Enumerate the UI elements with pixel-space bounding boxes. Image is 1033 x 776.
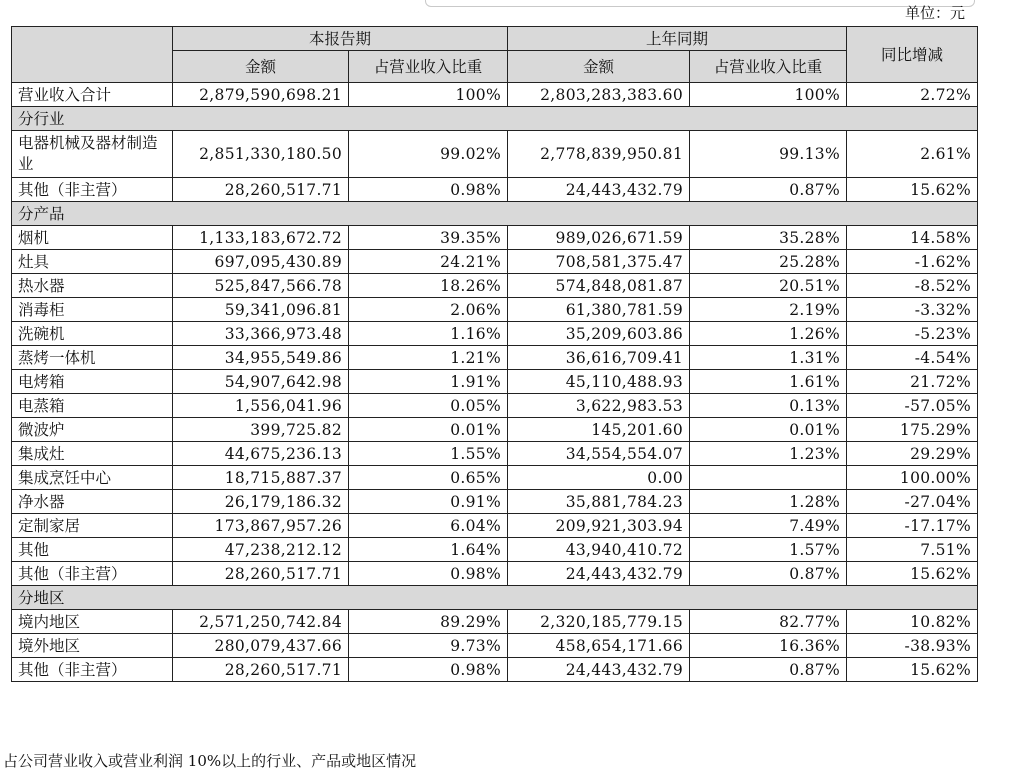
table-row bbox=[12, 466, 978, 490]
prior-amount: 35,209,603.86 bbox=[508, 322, 690, 346]
header-current-share: 占营业收入比重 bbox=[349, 51, 508, 83]
current-amount: 1,133,183,672.72 bbox=[173, 226, 349, 250]
prior-share: 0.87% bbox=[690, 178, 847, 202]
yoy-change: -57.05% bbox=[847, 394, 978, 418]
yoy-change: -3.32% bbox=[847, 298, 978, 322]
current-amount: 280,079,437.66 bbox=[173, 634, 349, 658]
table-row bbox=[12, 346, 978, 370]
prior-amount: 36,616,709.41 bbox=[508, 346, 690, 370]
prior-share: 1.57% bbox=[690, 538, 847, 562]
prior-amount: 145,201.60 bbox=[508, 418, 690, 442]
unit-label: 单位：元 bbox=[904, 4, 965, 22]
section-row bbox=[12, 586, 978, 610]
prior-share: 0.13% bbox=[690, 394, 847, 418]
prior-share: 1.26% bbox=[690, 322, 847, 346]
prior-amount: 2,778,839,950.81 bbox=[508, 131, 690, 178]
row-label: 其他（非主营） bbox=[12, 658, 173, 682]
current-amount: 2,571,250,742.84 bbox=[173, 610, 349, 634]
current-amount: 1,556,041.96 bbox=[173, 394, 349, 418]
table-row bbox=[12, 131, 978, 178]
prior-amount: 2,803,283,383.60 bbox=[508, 83, 690, 107]
prior-amount: 24,443,432.79 bbox=[508, 562, 690, 586]
current-amount: 44,675,236.13 bbox=[173, 442, 349, 466]
table-row bbox=[12, 250, 978, 274]
section-title: 分行业 bbox=[12, 107, 978, 131]
prior-amount: 574,848,081.87 bbox=[508, 274, 690, 298]
current-amount: 26,179,186.32 bbox=[173, 490, 349, 514]
yoy-change: -4.54% bbox=[847, 346, 978, 370]
prior-amount: 34,554,554.07 bbox=[508, 442, 690, 466]
row-label: 烟机 bbox=[12, 226, 173, 250]
total-row bbox=[12, 83, 978, 107]
current-share: 1.91% bbox=[349, 370, 508, 394]
row-label: 其他（非主营） bbox=[12, 178, 173, 202]
yoy-change: -1.62% bbox=[847, 250, 978, 274]
yoy-change: 2.72% bbox=[847, 83, 978, 107]
section-row bbox=[12, 107, 978, 131]
current-amount: 525,847,566.78 bbox=[173, 274, 349, 298]
header-yoy-change: 同比增减 bbox=[847, 27, 978, 83]
table-row bbox=[12, 274, 978, 298]
prior-amount: 43,940,410.72 bbox=[508, 538, 690, 562]
current-share: 24.21% bbox=[349, 250, 508, 274]
prior-share bbox=[690, 466, 847, 490]
prior-share: 0.01% bbox=[690, 418, 847, 442]
prior-share: 1.31% bbox=[690, 346, 847, 370]
yoy-change: 100.00% bbox=[847, 466, 978, 490]
current-share: 0.01% bbox=[349, 418, 508, 442]
row-label: 电器机械及器材制造业 bbox=[12, 131, 173, 178]
prior-share: 100% bbox=[690, 83, 847, 107]
prior-share: 0.87% bbox=[690, 562, 847, 586]
yoy-change: 15.62% bbox=[847, 178, 978, 202]
row-label: 集成灶 bbox=[12, 442, 173, 466]
row-label: 境内地区 bbox=[12, 610, 173, 634]
header-current-period: 本报告期 bbox=[173, 27, 508, 51]
header-prior-share: 占营业收入比重 bbox=[690, 51, 847, 83]
table-row bbox=[12, 178, 978, 202]
current-share: 0.98% bbox=[349, 562, 508, 586]
current-share: 0.65% bbox=[349, 466, 508, 490]
yoy-change: -5.23% bbox=[847, 322, 978, 346]
row-label: 电蒸箱 bbox=[12, 394, 173, 418]
current-amount: 18,715,887.37 bbox=[173, 466, 349, 490]
current-share: 89.29% bbox=[349, 610, 508, 634]
current-amount: 33,366,973.48 bbox=[173, 322, 349, 346]
current-share: 2.06% bbox=[349, 298, 508, 322]
table-row bbox=[12, 370, 978, 394]
prior-share: 16.36% bbox=[690, 634, 847, 658]
section-title: 分产品 bbox=[12, 202, 978, 226]
prior-share: 0.87% bbox=[690, 658, 847, 682]
current-amount: 2,851,330,180.50 bbox=[173, 131, 349, 178]
row-label: 其他 bbox=[12, 538, 173, 562]
prior-amount: 708,581,375.47 bbox=[508, 250, 690, 274]
table-row bbox=[12, 634, 978, 658]
header-blank-cell bbox=[12, 27, 173, 83]
header-current-amount: 金额 bbox=[173, 51, 349, 83]
prior-amount: 3,622,983.53 bbox=[508, 394, 690, 418]
yoy-change: 15.62% bbox=[847, 562, 978, 586]
revenue-table bbox=[11, 26, 978, 682]
yoy-change: 175.29% bbox=[847, 418, 978, 442]
table-row bbox=[12, 442, 978, 466]
current-amount: 28,260,517.71 bbox=[173, 562, 349, 586]
yoy-change: 15.62% bbox=[847, 658, 978, 682]
prior-amount: 0.00 bbox=[508, 466, 690, 490]
prior-share: 25.28% bbox=[690, 250, 847, 274]
header-prior-period: 上年同期 bbox=[508, 27, 847, 51]
yoy-change: 21.72% bbox=[847, 370, 978, 394]
prior-amount: 45,110,488.93 bbox=[508, 370, 690, 394]
current-share: 100% bbox=[349, 83, 508, 107]
yoy-change: 29.29% bbox=[847, 442, 978, 466]
prior-share: 7.49% bbox=[690, 514, 847, 538]
row-label: 微波炉 bbox=[12, 418, 173, 442]
yoy-change: -38.93% bbox=[847, 634, 978, 658]
current-amount: 28,260,517.71 bbox=[173, 658, 349, 682]
current-share: 9.73% bbox=[349, 634, 508, 658]
current-amount: 2,879,590,698.21 bbox=[173, 83, 349, 107]
prior-amount: 209,921,303.94 bbox=[508, 514, 690, 538]
current-amount: 54,907,642.98 bbox=[173, 370, 349, 394]
prior-share: 82.77% bbox=[690, 610, 847, 634]
section-row bbox=[12, 202, 978, 226]
table-row bbox=[12, 658, 978, 682]
section-title: 分地区 bbox=[12, 586, 978, 610]
row-label: 热水器 bbox=[12, 274, 173, 298]
current-amount: 34,955,549.86 bbox=[173, 346, 349, 370]
prior-share: 1.61% bbox=[690, 370, 847, 394]
current-share: 1.55% bbox=[349, 442, 508, 466]
current-amount: 399,725.82 bbox=[173, 418, 349, 442]
row-label: 境外地区 bbox=[12, 634, 173, 658]
current-amount: 47,238,212.12 bbox=[173, 538, 349, 562]
prior-amount: 24,443,432.79 bbox=[508, 178, 690, 202]
prior-share: 35.28% bbox=[690, 226, 847, 250]
table-row bbox=[12, 514, 978, 538]
yoy-change: -8.52% bbox=[847, 274, 978, 298]
current-amount: 697,095,430.89 bbox=[173, 250, 349, 274]
row-label: 集成烹饪中心 bbox=[12, 466, 173, 490]
footer-caption: 占公司营业收入或营业利润 10%以上的行业、产品或地区情况 bbox=[3, 752, 417, 770]
current-share: 0.98% bbox=[349, 658, 508, 682]
row-label: 净水器 bbox=[12, 490, 173, 514]
yoy-change: 2.61% bbox=[847, 131, 978, 178]
current-amount: 59,341,096.81 bbox=[173, 298, 349, 322]
yoy-change: 14.58% bbox=[847, 226, 978, 250]
table-row bbox=[12, 490, 978, 514]
table-row bbox=[12, 538, 978, 562]
yoy-change: -17.17% bbox=[847, 514, 978, 538]
row-label: 蒸烤一体机 bbox=[12, 346, 173, 370]
header-row-top bbox=[12, 27, 978, 51]
prior-share: 1.28% bbox=[690, 490, 847, 514]
yoy-change: -27.04% bbox=[847, 490, 978, 514]
row-label: 洗碗机 bbox=[12, 322, 173, 346]
current-share: 99.02% bbox=[349, 131, 508, 178]
yoy-change: 10.82% bbox=[847, 610, 978, 634]
prior-share: 2.19% bbox=[690, 298, 847, 322]
prior-amount: 458,654,171.66 bbox=[508, 634, 690, 658]
row-label: 其他（非主营） bbox=[12, 562, 173, 586]
yoy-change: 7.51% bbox=[847, 538, 978, 562]
prior-share: 20.51% bbox=[690, 274, 847, 298]
current-share: 6.04% bbox=[349, 514, 508, 538]
prior-amount: 989,026,671.59 bbox=[508, 226, 690, 250]
table-row bbox=[12, 322, 978, 346]
prior-amount: 61,380,781.59 bbox=[508, 298, 690, 322]
current-share: 0.91% bbox=[349, 490, 508, 514]
prior-amount: 35,881,784.23 bbox=[508, 490, 690, 514]
table-row bbox=[12, 298, 978, 322]
current-share: 18.26% bbox=[349, 274, 508, 298]
current-share: 1.21% bbox=[349, 346, 508, 370]
current-share: 0.98% bbox=[349, 178, 508, 202]
current-share: 39.35% bbox=[349, 226, 508, 250]
row-label: 营业收入合计 bbox=[12, 83, 173, 107]
current-amount: 173,867,957.26 bbox=[173, 514, 349, 538]
top-tab-edge bbox=[425, 0, 975, 7]
prior-share: 1.23% bbox=[690, 442, 847, 466]
row-label: 消毒柜 bbox=[12, 298, 173, 322]
table-row bbox=[12, 418, 978, 442]
current-share: 1.16% bbox=[349, 322, 508, 346]
table-row bbox=[12, 226, 978, 250]
table-row bbox=[12, 610, 978, 634]
prior-share: 99.13% bbox=[690, 131, 847, 178]
table-row bbox=[12, 394, 978, 418]
current-share: 0.05% bbox=[349, 394, 508, 418]
current-amount: 28,260,517.71 bbox=[173, 178, 349, 202]
row-label: 电烤箱 bbox=[12, 370, 173, 394]
row-label: 灶具 bbox=[12, 250, 173, 274]
header-prior-amount: 金额 bbox=[508, 51, 690, 83]
table-row bbox=[12, 562, 978, 586]
current-share: 1.64% bbox=[349, 538, 508, 562]
prior-amount: 24,443,432.79 bbox=[508, 658, 690, 682]
row-label: 定制家居 bbox=[12, 514, 173, 538]
prior-amount: 2,320,185,779.15 bbox=[508, 610, 690, 634]
